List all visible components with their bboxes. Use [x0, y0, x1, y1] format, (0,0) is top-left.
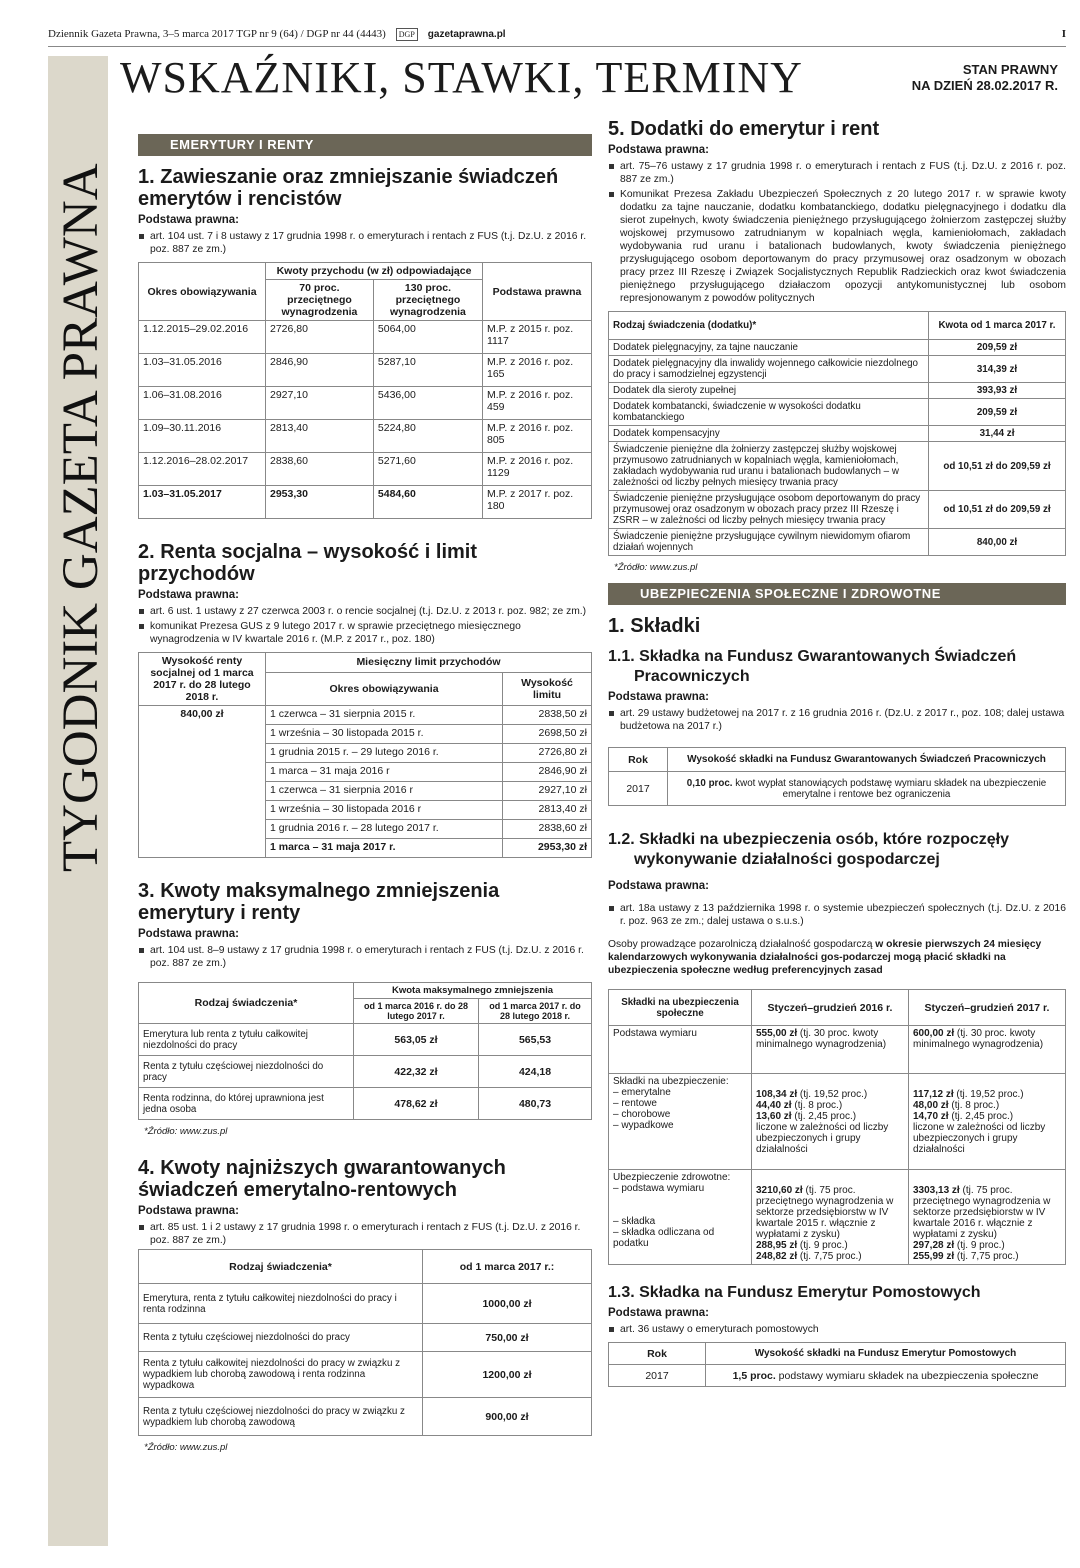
amount: 3210,60 zł — [756, 1185, 803, 1196]
col-header: Rodzaj świadczenia* — [139, 1250, 423, 1284]
legal-basis-label: Podstawa prawna: — [608, 691, 709, 703]
section-band-emerytury: EMERYTURY I RENTY — [138, 134, 592, 156]
cell: 5436,00 — [373, 387, 482, 420]
cell: Renta z tytułu całkowitej niezdolności do pracy w związku z wypadkiem lub chorobą zawodową i renta rodzinna wypadkowa — [139, 1352, 423, 1398]
rate-desc: kwot wypłat stanowiących podstawę wymiaru składek na ubezpieczenie emerytalne i rentowe bez ograniczenia — [732, 777, 1047, 800]
cell: Świadczenie pieniężne dla żołnierzy zastępczej służby wojskowej przymusowo zatrudnianych w kopalniach węgla, kamieniołomach, zakładach wydobywania rud uranu i batalionach budowlanych – w zależności od liczby pełnych miesięcy trwania pracy — [609, 442, 929, 491]
cell: 1 września – 30 listopada 2015 r. — [266, 725, 503, 744]
cell: 5224,80 — [373, 420, 482, 453]
amount: 297,28 zł — [913, 1240, 955, 1251]
status-line-1: STAN PRAWNY — [962, 62, 1058, 77]
cell: 565,53 — [479, 1024, 592, 1056]
cell: Renta rodzinna, do której uprawniona jest jedna osoba — [139, 1088, 354, 1120]
col-header: Kwota maksymalnego zmniejszenia — [354, 983, 592, 999]
legal-basis-item: art. 104 ust. 7 i 8 ustawy z 17 grudnia 1998 r. o emeryturach i rentach z FUS (t.j. Dz.U. z 2016 r. poz. 887 ze zm.) — [138, 230, 592, 256]
table-suspension — [138, 262, 592, 519]
amount: 44,40 zł — [756, 1100, 792, 1111]
table-row — [609, 340, 1066, 356]
cell: Dodatek kombatancki, świadczenie w wysokości dodatku kombatanckiego — [609, 399, 929, 426]
amount: 248,82 zł — [756, 1251, 798, 1262]
legal-basis-label: Podstawa prawna: — [138, 589, 239, 601]
cell — [706, 1365, 1066, 1387]
table-fgsp — [608, 747, 1066, 806]
cell: 840,00 zł — [139, 706, 266, 858]
table-supplements — [608, 311, 1066, 556]
rate: 1,5 proc. — [732, 1369, 776, 1382]
table-preferential — [608, 989, 1066, 1265]
masthead-bar — [48, 22, 1066, 47]
note: liczone w zależności od liczby ubezpieczonych i grupy działalności — [913, 1122, 1046, 1155]
line — [913, 1089, 1061, 1100]
cell: Dodatek kompensacyjny — [609, 426, 929, 442]
table-fep — [608, 1342, 1066, 1387]
cell: 2813,40 — [266, 420, 374, 453]
rate-desc: podstawy wymiaru składek na ubezpieczenia społeczne — [775, 1369, 1039, 1382]
col-header: od 1 marca 2016 r. do 28 lutego 2017 r. — [354, 999, 479, 1024]
table-row — [139, 453, 592, 486]
cell: 424,18 — [479, 1056, 592, 1088]
cell: 1000,00 zł — [423, 1284, 592, 1324]
table-row — [139, 1056, 592, 1088]
table-row — [139, 1284, 592, 1324]
cell — [909, 1170, 1066, 1265]
table-row — [139, 1398, 592, 1436]
cell: 2726,80 — [266, 321, 374, 354]
cell — [909, 1074, 1066, 1170]
left-column — [138, 134, 592, 1453]
status-line-2: NA DZIEŃ 28.02.2017 R. — [911, 78, 1058, 93]
table-row — [139, 706, 592, 725]
cell — [752, 1170, 909, 1265]
section-band-ubezpieczenia: UBEZPIECZENIA SPOŁECZNE I ZDROWOTNE — [608, 583, 1066, 605]
intro-text: Osoby prowadzące pozarolniczą działalność gospodarczą — [608, 939, 876, 950]
amount: 600,00 zł — [913, 1028, 955, 1039]
col-header: 130 proc. przeciętnego wynagrodzenia — [373, 280, 482, 321]
cell: M.P. z 2016 r. poz. 165 — [483, 354, 592, 387]
section-3-title: 3. Kwoty maksymalnego zmniejszenia emerytury i renty — [138, 880, 500, 924]
cell: 750,00 zł — [423, 1324, 592, 1352]
cell: od 10,51 zł do 209,59 zł — [929, 442, 1066, 491]
cell: Składki na ubezpieczenie: – emerytalne – rentowe – chorobowe – wypadkowe — [609, 1074, 752, 1170]
amount: 3303,13 zł — [913, 1185, 960, 1196]
line — [756, 1111, 904, 1122]
table-max-reduction — [138, 982, 592, 1120]
table-row — [139, 420, 592, 453]
note: (tj. 75 proc. przeciętnego wynagrodzenia w sektorze przedsiębiorstw w IV kwartale 2015 r. włącznie z wypłatami z zysku) — [756, 1185, 894, 1240]
cell: 563,05 zł — [354, 1024, 479, 1056]
cell: 209,59 zł — [929, 340, 1066, 356]
cell: 5064,00 — [373, 321, 482, 354]
section-1-title: 1. Zawieszanie oraz zmniejszanie świadczeń emerytów i rencistów — [138, 166, 559, 210]
note: (tj. 7,75 proc.) — [954, 1251, 1019, 1262]
table-row — [609, 1074, 1066, 1170]
table-row — [139, 1088, 592, 1120]
table-row — [609, 772, 1066, 806]
line — [756, 1251, 904, 1262]
cell: 209,59 zł — [929, 399, 1066, 426]
amount: 555,00 zł — [756, 1028, 798, 1039]
legal-basis-label: Podstawa prawna: — [608, 1307, 709, 1319]
cell: 422,32 zł — [354, 1056, 479, 1088]
legal-basis-item: art. 6 ust. 1 ustawy z 27 czerwca 2003 r. o rencie socjalnej (t.j. Dz.U. z 2013 r. poz. 982; ze zm.) — [138, 605, 592, 618]
intro-paragraph — [608, 938, 1066, 977]
col-header: Kwota od 1 marca 2017 r. — [929, 312, 1066, 340]
cell: Emerytura, renta z tytułu całkowitej niezdolności do pracy i renta rodzinna — [139, 1284, 423, 1324]
note: (tj. 30 proc. kwoty minimalnego wynagrodzenia) — [756, 1028, 887, 1050]
cell — [752, 1026, 909, 1074]
col-header: Wysokość renty socjalnej od 1 marca 2017 r. do 28 lutego 2018 r. — [139, 653, 266, 706]
legal-basis-item: art. 18a ustawy z 13 października 1998 r. o systemie ubezpieczeń społecznych (t.j. Dz.U. z 2016 r. poz. 963 ze zm.; dalej ustawa o s.u.s.) — [608, 902, 1066, 928]
table-row — [609, 491, 1066, 529]
legal-basis-item: Komunikat Prezesa Zakładu Ubezpieczeń Społecznych z 20 lutego 2017 r. w sprawie kwoty dodatku za tajne nauczanie, dodatku kombatanckiego, dodatku pielęgnacyjnego i dodatku dla sierot zupełnych, kwoty świadczenia pieniężnego przysługującego żołnierzom zastępczej służby wojskowej przymusowo zatrudnianym w kopalniach węgla, kamieniołomach, zakładach wydobywania rud uranu i batalionach budowlanych, kwoty świadczenia pieniężnego przysługującego osobom deportowanym do pracy przymusowej oraz osadzonym w obozach pracy przez III Rzeszę i Związek Socjalistycznych Republik Radzieckich oraz kwot świadczenia pieniężnego przysługującego działaczom opozycji antykomunistycznej lub osobom represjonowanym z powodów politycznych — [608, 188, 1066, 305]
line — [913, 1240, 1061, 1251]
col-header: Okres obowiązywania — [139, 263, 266, 321]
legal-basis-label: Podstawa prawna: — [138, 928, 239, 940]
cell: Ubezpieczenie zdrowotne: – podstawa wymiaru – składka – składka odliczana od podatku — [609, 1170, 752, 1265]
cell: 2726,80 zł — [503, 744, 592, 763]
dgp-logo: DGP — [396, 28, 418, 41]
note: (tj. 30 proc. kwoty minimalnego wynagrodzenia) — [913, 1028, 1044, 1050]
legal-status — [912, 62, 1058, 94]
col-header: Rok — [609, 1343, 706, 1365]
note: liczone w zależności od liczby ubezpieczonych i grupy działalności — [756, 1122, 889, 1155]
table-row — [139, 1024, 592, 1056]
col-header: Wysokość składki na Fundusz Gwarantowanych Świadczeń Pracowniczych — [668, 748, 1066, 772]
cell: 1200,00 zł — [423, 1352, 592, 1398]
cell: 2838,60 — [266, 453, 374, 486]
table-row — [139, 1352, 592, 1398]
cell: 2017 — [609, 772, 668, 806]
cell: 2698,50 zł — [503, 725, 592, 744]
amount: 14,70 zł — [913, 1111, 949, 1122]
note: (tj. 2,45 proc.) — [948, 1111, 1014, 1122]
table-row — [609, 356, 1066, 383]
cell: Dodatek pielęgnacyjny, za tajne nauczanie — [609, 340, 929, 356]
table-row — [609, 529, 1066, 556]
cell: 478,62 zł — [354, 1088, 479, 1120]
note: (tj. 8 proc.) — [791, 1100, 843, 1111]
section-2-title: 2. Renta socjalna – wysokość i limit przychodów — [138, 541, 478, 585]
line — [756, 1240, 904, 1251]
cell: Dodatek dla sieroty zupełnej — [609, 383, 929, 399]
note: (tj. 19,52 proc.) — [797, 1089, 868, 1100]
cell: 1 grudnia 2015 r. – 29 lutego 2016 r. — [266, 744, 503, 763]
col-header: Podstawa prawna — [483, 263, 592, 321]
table-row — [139, 486, 592, 519]
amount: 117,12 zł — [913, 1089, 954, 1100]
subsection-1-1-title: 1.1. Składka na Fundusz Gwarantowanych Świadczeń Pracowniczych — [608, 648, 1017, 685]
note: (tj. 7,75 proc.) — [797, 1251, 862, 1262]
col-header: Wysokość limitu — [503, 672, 592, 705]
col-header: Rodzaj świadczenia* — [139, 983, 354, 1024]
line — [913, 1100, 1061, 1111]
note: (tj. 75 proc. przeciętnego wynagrodzenia w sektorze przedsiębiorstw w IV kwartale 2016 r. włącznie z wypłatami z zysku) — [913, 1185, 1051, 1240]
cell: 1.12.2016–28.02.2017 — [139, 453, 266, 486]
cell: 2927,10 — [266, 387, 374, 420]
cell: Podstawa wymiaru — [609, 1026, 752, 1074]
table-row — [139, 1324, 592, 1352]
cell: 1 marca – 31 maja 2016 r — [266, 763, 503, 782]
cell: 2017 — [609, 1365, 706, 1387]
note: (tj. 9 proc.) — [797, 1240, 848, 1251]
subsection-1-3-title: 1.3. Składka na Fundusz Emerytur Pomostowych — [608, 1284, 981, 1301]
table-row — [609, 399, 1066, 426]
cell: M.P. z 2017 r. poz. 180 — [483, 486, 592, 519]
cell: 1.09–30.11.2016 — [139, 420, 266, 453]
line — [756, 1089, 904, 1100]
legal-basis-label: Podstawa prawna: — [138, 1205, 239, 1217]
legal-basis-item: art. 75–76 ustawy z 17 grudnia 1998 r. o emeryturach i rentach z FUS (t.j. Dz.U. z 2016 r. poz. 887 ze zm.) — [608, 160, 1066, 186]
right-column — [608, 118, 1066, 1387]
legal-basis-item: komunikat Prezesa GUS z 9 lutego 2017 r. w sprawie przeciętnego miesięcznego wynagrodzenia w IV kwartale 2016 r. (M.P. z 2017 r., poz. 180) — [138, 620, 592, 646]
legal-basis-item: art. 36 ustawy o emeryturach pomostowych — [608, 1323, 1066, 1336]
line — [756, 1100, 904, 1111]
cell: od 10,51 zł do 209,59 zł — [929, 491, 1066, 529]
cell: 5287,10 — [373, 354, 482, 387]
cell: 31,44 zł — [929, 426, 1066, 442]
col-header: od 1 marca 2017 r. do 28 lutego 2018 r. — [479, 999, 592, 1024]
table-row — [609, 383, 1066, 399]
line — [756, 1185, 904, 1240]
cell: Renta z tytułu częściowej niezdolności do pracy — [139, 1056, 354, 1088]
amount: 48,00 zł — [913, 1100, 949, 1111]
table-minimum-benefits — [138, 1249, 592, 1436]
vertical-title: TYGODNIK GAZETA PRAWNA — [53, 163, 109, 872]
col-header: Wysokość składki na Fundusz Emerytur Pomostowych — [706, 1343, 1066, 1365]
cell: 2838,60 zł — [503, 820, 592, 839]
issue-info: Dziennik Gazeta Prawna, 3–5 marca 2017 TGP nr 9 (64) / DGP nr 44 (4443) — [48, 28, 386, 40]
cell: 314,39 zł — [929, 356, 1066, 383]
source-note: *Źródło: www.zus.pl — [144, 1126, 228, 1137]
line — [913, 1111, 1061, 1122]
cell: Świadczenie pieniężne przysługujące osobom deportowanym do pracy przymusowej oraz osadzonym w obozach pracy przez III Rzeszę i ZSRR – w zależności od liczby pełnych miesięcy trwania pracy — [609, 491, 929, 529]
cell: 1 czerwca – 31 sierpnia 2015 r. — [266, 706, 503, 725]
legal-basis-item: art. 85 ust. 1 i 2 ustawy z 17 grudnia 1998 r. o emeryturach i rentach z FUS (t.j. Dz.U. z 2016 r. poz. 887 ze zm.) — [138, 1221, 592, 1247]
rate: 0,10 proc. — [686, 777, 733, 789]
table-row — [609, 1026, 1066, 1074]
col-header: Rok — [609, 748, 668, 772]
legal-basis-label: Podstawa prawna: — [138, 214, 239, 226]
cell: 1.12.2015–29.02.2016 — [139, 321, 266, 354]
line — [913, 1185, 1061, 1240]
note: (tj. 2,45 proc.) — [791, 1111, 857, 1122]
cell: 900,00 zł — [423, 1398, 592, 1436]
subsection-1-2-title: 1.2. Składki na ubezpieczenia osób, które rozpoczęły wykonywanie działalności gospodarczej — [608, 831, 1010, 868]
table-row — [139, 321, 592, 354]
table-row — [609, 426, 1066, 442]
legal-basis-label: Podstawa prawna: — [608, 144, 709, 156]
cell — [909, 1026, 1066, 1074]
page-number: I — [1061, 28, 1066, 40]
col-header: Styczeń–grudzień 2016 r. — [752, 990, 909, 1026]
cell: 1.06–31.08.2016 — [139, 387, 266, 420]
cell: 1 września – 30 listopada 2016 r — [266, 801, 503, 820]
cell: 2838,50 zł — [503, 706, 592, 725]
cell: 5271,60 — [373, 453, 482, 486]
page-title: WSKAŹNIKI, STAWKI, TERMINY — [120, 53, 803, 102]
table-row — [139, 354, 592, 387]
table-social-pension — [138, 652, 592, 858]
cell: 1.03–31.05.2016 — [139, 354, 266, 387]
amount: 255,99 zł — [913, 1251, 955, 1262]
cell: 393,93 zł — [929, 383, 1066, 399]
section-4-title: 4. Kwoty najniższych gwarantowanych świadczeń emerytalno-rentowych — [138, 1157, 506, 1201]
cell: 2953,30 zł — [503, 839, 592, 858]
section-skladki-title: 1. Składki — [608, 615, 701, 637]
col-header: Okres obowiązywania — [266, 672, 503, 705]
cell: 2846,90 — [266, 354, 374, 387]
intro-text-bold: w okresie pierwszych 24 miesięcy kalendarzowych wykonywania działalności gos-podarczej mogą płacić składki na ubezpieczenia społeczne według preferencyjnych zasad — [608, 939, 1042, 976]
col-header: Składki na ubezpieczenia społeczne — [609, 990, 752, 1026]
cell — [668, 772, 1066, 806]
line — [913, 1251, 1061, 1262]
cell: Renta z tytułu częściowej niezdolności do pracy w związku z wypadkiem lub chorobą zawodową — [139, 1398, 423, 1436]
source-note: *Źródło: www.zus.pl — [614, 562, 698, 573]
col-header: 70 proc. przeciętnego wynagrodzenia — [266, 280, 374, 321]
amount: 108,34 zł — [756, 1089, 798, 1100]
cell: 5484,60 — [373, 486, 482, 519]
source-note: *Źródło: www.zus.pl — [144, 1442, 228, 1453]
cell: M.P. z 2016 r. poz. 1129 — [483, 453, 592, 486]
col-header: Miesięczny limit przychodów — [266, 653, 592, 673]
cell: 480,73 — [479, 1088, 592, 1120]
cell: Emerytura lub renta z tytułu całkowitej niezdolności do pracy — [139, 1024, 354, 1056]
table-row — [609, 442, 1066, 491]
cell: M.P. z 2016 r. poz. 805 — [483, 420, 592, 453]
cell: 1 grudnia 2016 r. – 28 lutego 2017 r. — [266, 820, 503, 839]
note: (tj. 8 proc.) — [948, 1100, 1000, 1111]
cell: 1 czerwca – 31 sierpnia 2016 r — [266, 782, 503, 801]
cell: 2953,30 — [266, 486, 374, 519]
col-header: od 1 marca 2017 r.: — [423, 1250, 592, 1284]
legal-basis-label: Podstawa prawna: — [608, 880, 709, 892]
cell — [752, 1074, 909, 1170]
site-link[interactable]: gazetaprawna.pl — [427, 28, 506, 40]
cell: 2813,40 zł — [503, 801, 592, 820]
legal-basis-item: art. 29 ustawy budżetowej na 2017 r. z 16 grudnia 2016 r. (Dz.U. z 2017 r., poz. 108; dalej ustawa budżetowa na 2017 r.) — [608, 707, 1066, 733]
section-5-title: 5. Dodatki do emerytur i rent — [608, 118, 880, 140]
col-header: Styczeń–grudzień 2017 r. — [909, 990, 1066, 1026]
note: (tj. 19,52 proc.) — [953, 1089, 1024, 1100]
cell: 1.03–31.05.2017 — [139, 486, 266, 519]
legal-basis-item: art. 104 ust. 8–9 ustawy z 17 grudnia 1998 r. o emeryturach i rentach z FUS (t.j. Dz.U. z 2016 r. poz. 887 ze zm.) — [138, 944, 592, 970]
cell: 1 marca – 31 maja 2017 r. — [266, 839, 503, 858]
amount: 13,60 zł — [756, 1111, 792, 1122]
table-row — [609, 1365, 1066, 1387]
cell: 840,00 zł — [929, 529, 1066, 556]
cell: 2927,10 zł — [503, 782, 592, 801]
cell: Dodatek pielęgnacyjny dla inwalidy wojennego całkowicie niezdolnego do pracy i samodzielnej egzystencji — [609, 356, 929, 383]
cell: M.P. z 2016 r. poz. 459 — [483, 387, 592, 420]
cell: Świadczenie pieniężne przysługujące cywilnym niewidomym ofiarom działań wojennych — [609, 529, 929, 556]
cell: Renta z tytułu częściowej niezdolności do pracy — [139, 1324, 423, 1352]
note: (tj. 9 proc.) — [954, 1240, 1005, 1251]
col-header: Rodzaj świadczenia (dodatku)* — [609, 312, 929, 340]
table-row — [139, 387, 592, 420]
cell: M.P. z 2015 r. poz. 1117 — [483, 321, 592, 354]
table-row — [609, 1170, 1066, 1265]
col-header: Kwoty przychodu (w zł) odpowiadające — [266, 263, 483, 280]
amount: 288,95 zł — [756, 1240, 798, 1251]
cell: 2846,90 zł — [503, 763, 592, 782]
